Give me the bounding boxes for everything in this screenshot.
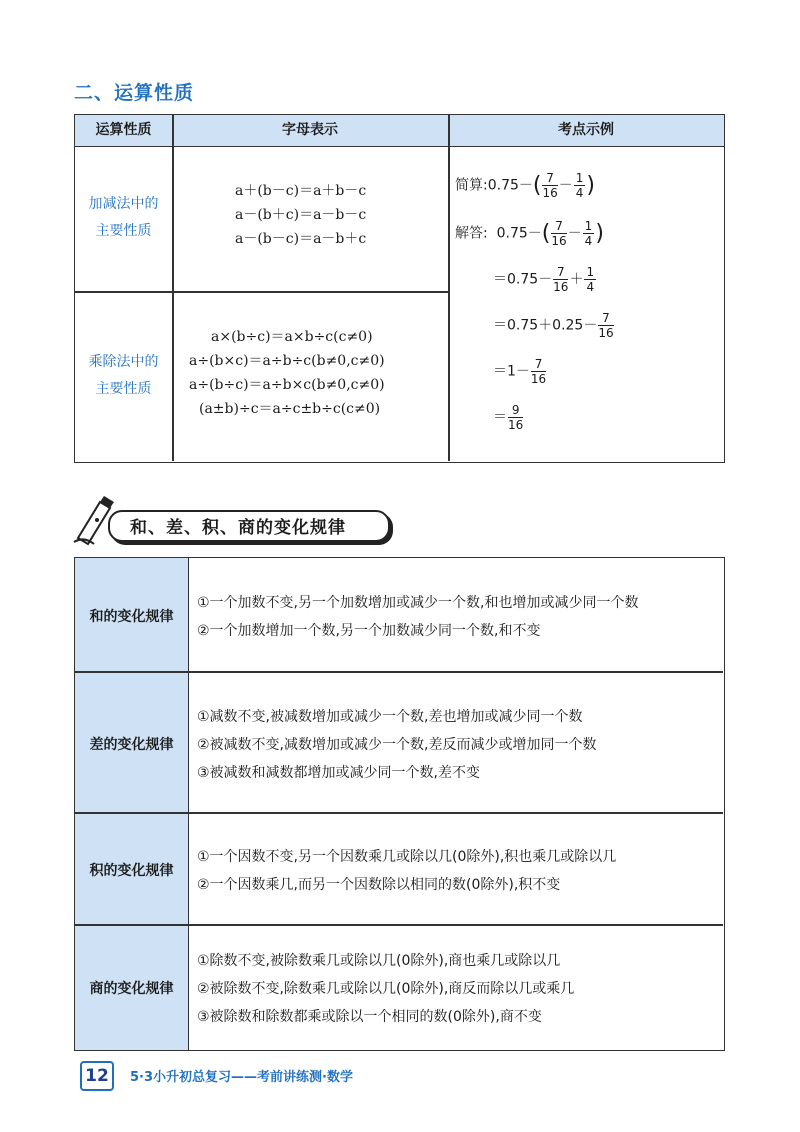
rule-item: ②被减数不变,减数增加或减少一个数,差反而减少或增加同一个数: [197, 737, 597, 753]
formula: a＋(b－c)＝a＋b－c: [235, 183, 367, 199]
section-title: 二、运算性质: [74, 82, 195, 104]
rule-item: ②一个因数乘几,而另一个因数除以相同的数(0除外),积不变: [197, 877, 561, 893]
formula: a－(b＋c)＝a－b－c: [235, 207, 367, 223]
rule-label-difference: 差的变化规律: [89, 737, 174, 753]
formula-group-add-sub: [235, 179, 366, 251]
formula: a÷(b×c)＝a÷b÷c(b≠0,c≠0): [189, 353, 385, 369]
rule-item: ③被减数和减数都增加或减少同一个数,差不变: [197, 765, 480, 781]
rule-label-sum: 和的变化规律: [89, 609, 174, 625]
example-step-4: ＝ $\frac{9}{16}$: [493, 403, 524, 432]
change-rules-table: [74, 557, 725, 1051]
example-question: 简算:0.75－( $\frac{7}{16}$ － $\frac{1}{4}$ ): [455, 171, 595, 200]
example-step-2: ＝0.75＋0.25－ $\frac{7}{16}$: [493, 311, 614, 340]
rule-item: ①除数不变,被除数乘几或除以几(0除外),商也乘几或除以几: [197, 953, 561, 969]
header-property: 运算性质: [95, 122, 152, 138]
example-step-3: ＝1－ $\frac{7}{16}$: [493, 357, 547, 386]
rule-item: ②一个加数增加一个数,另一个加数减少同一个数,和不变: [197, 623, 541, 639]
rule-label-product: 积的变化规律: [89, 863, 174, 879]
row-label-add-sub: 加减法中的 主要性质: [88, 196, 159, 239]
formula: a÷(b÷c)＝a÷b×c(b≠0,c≠0): [189, 377, 385, 393]
book-title: 5·3小升初总复习——考前讲练测·数学: [130, 1070, 353, 1085]
rule-label-quotient: 商的变化规律: [89, 981, 174, 997]
example-answer: 解答: 0.75－( $\frac{7}{16}$ － $\frac{1}{4}$ ): [455, 219, 604, 248]
rule-item: ①一个加数不变,另一个加数增加或减少一个数,和也增加或减少同一个数: [197, 595, 639, 611]
rule-item: ③被除数和除数都乘或除以一个相同的数(0除外),商不变: [197, 1009, 542, 1025]
formula: a－(b－c)＝a－b＋c: [235, 231, 367, 247]
formula-group-mul-div: [189, 325, 385, 421]
rule-item: ①一个因数不变,另一个因数乘几或除以几(0除外),积也乘几或除以几: [197, 849, 617, 865]
rule-item: ①减数不变,被减数增加或减少一个数,差也增加或减少同一个数: [197, 709, 583, 725]
row-label-mul-div: 乘除法中的 主要性质: [88, 354, 159, 397]
banner-title: 和、差、积、商的变化规律: [130, 518, 346, 538]
header-example: 考点示例: [558, 122, 614, 138]
formula: (a±b)÷c＝a÷c±b÷c(c≠0): [199, 401, 381, 417]
rules-label-column: [75, 558, 189, 1050]
rule-item: ②被除数不变,除数乘几或除以几(0除外),商反而除以几或乘几: [197, 981, 575, 997]
operation-properties-table: [74, 114, 725, 463]
formula: a×(b÷c)＝a×b÷c(c≠0): [211, 329, 373, 345]
page-number: 12: [80, 1061, 114, 1091]
example-step-1: ＝0.75－ $\frac{7}{16}$ ＋ $\frac{1}{4}$: [493, 265, 595, 294]
header-letter-form: 字母表示: [282, 122, 338, 138]
